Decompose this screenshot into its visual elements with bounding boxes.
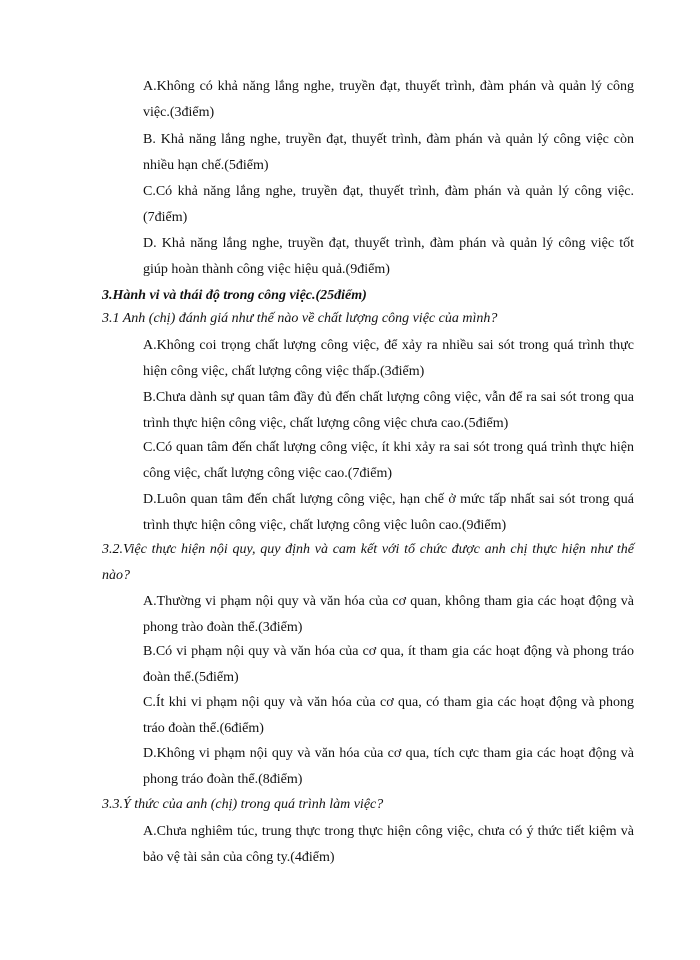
option-3-2-c: C.Ít khi vi phạm nội quy và văn hóa của cơ qua, có tham gia các hoạt động và phong tráo đoàn thể.(6điểm) (143, 695, 634, 736)
option-3-1-c: C.Có quan tâm đến chất lượng công việc, ít khi xảy ra sai sót trong quá trình thực hiện công việc, chất lượng công việc cao.(7điểm) (143, 440, 634, 481)
option-3-1-b: B.Chưa dành sự quan tâm đầy đủ đến chất lượng công việc, vẫn để ra sai sót trong qua trình thực hiện công việc, chất lượng công việc chưa cao.(5điểm) (143, 390, 634, 431)
option-3-2-d: D.Không vi phạm nội quy và văn hóa của cơ qua, tích cực tham gia các hoạt động và phong tráo đoàn thể.(8điểm) (143, 746, 634, 787)
option-3-1-a: A.Không coi trọng chất lượng công việc, để xảy ra nhiều sai sót trong quá trình thực hiện công việc, chất lượng công việc thấp.(3điểm) (143, 338, 634, 379)
option-3-2-a: A.Thường vi phạm nội quy và văn hóa của cơ quan, không tham gia các hoạt động và phong trào đoàn thể.(3điểm) (143, 594, 634, 635)
question-3-2: 3.2.Việc thực hiện nội quy, quy định và cam kết với tổ chức được anh chị thực hiện như thế nào? (102, 542, 634, 583)
option-3-3-a: A.Chưa nghiêm túc, trung thực trong thực hiện công việc, chưa có ý thức tiết kiệm và bảo vệ tài sản của công ty.(4điểm) (143, 824, 634, 865)
question-3-3: 3.3.Ý thức của anh (chị) trong quá trình làm việc? (102, 797, 384, 812)
option-3-1-d: D.Luôn quan tâm đến chất lượng công việc, hạn chế ở mức tấp nhất sai sót trong quá trình thực hiện công việc, chất lượng công việc luôn cao.(9điểm) (143, 492, 634, 533)
option-2-c: C.Có khả năng lắng nghe, truyền đạt, thuyết trình, đàm phán và quản lý công việc.(7điểm) (143, 184, 634, 225)
option-2-b: B. Khả năng lắng nghe, truyền đạt, thuyết trình, đàm phán và quản lý công việc còn nhiều hạn chế.(5điểm) (143, 132, 634, 173)
option-2-d: D. Khả năng lắng nghe, truyền đạt, thuyết trình, đàm phán và quản lý công việc tốt giúp hoàn thành công việc hiệu quả.(9điểm) (143, 236, 634, 277)
question-3-1: 3.1 Anh (chị) đánh giá như thế nào về chất lượng công việc của mình? (102, 311, 498, 326)
option-3-2-b: B.Có vi phạm nội quy và văn hóa của cơ qua, ít tham gia các hoạt động và phong tráo đoàn thể.(5điểm) (143, 644, 634, 685)
section-heading-3: 3.Hành vi và thái độ trong công việc.(25điểm) (102, 288, 367, 303)
option-2-a: A.Không có khả năng lắng nghe, truyền đạt, thuyết trình, đàm phán và quản lý công việc.(3điểm) (143, 79, 634, 120)
